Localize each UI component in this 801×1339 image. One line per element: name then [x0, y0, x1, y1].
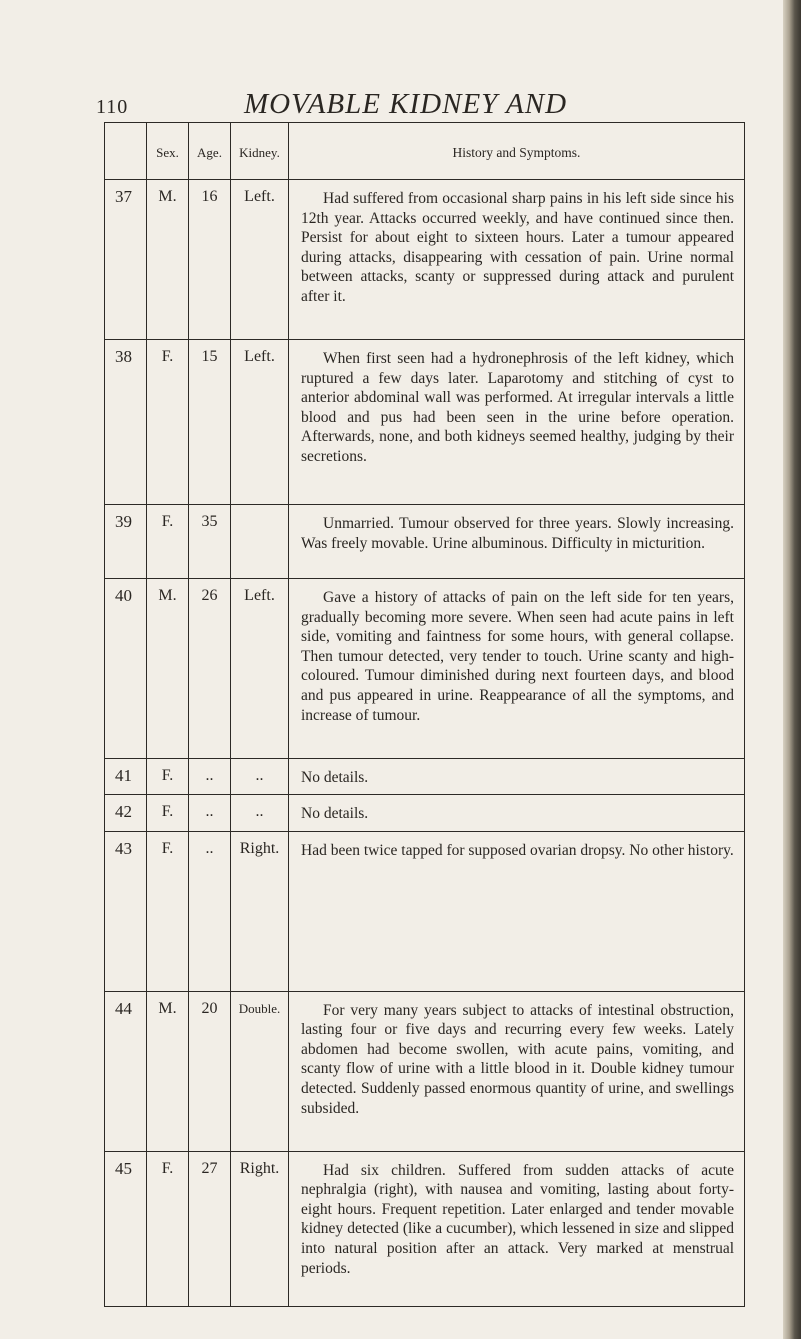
case-number: 45	[105, 1151, 147, 1306]
table-row	[105, 794, 745, 831]
page-edge-shadow	[783, 0, 801, 1339]
table-row	[105, 1151, 745, 1306]
case-history: For very many years subject to attacks of intestinal obstruction, lasting four or five days and recurring every few weeks. Lately abdomen had become swollen, with acute pains, vomiting, and scanty flow of urine with a little blood in it. Double kidney tumour detected. Suddenly passed enormous quantity of urine, and swellings subsided.	[289, 991, 745, 1151]
case-kidney: Double.	[231, 991, 289, 1151]
case-age: ..	[189, 759, 231, 795]
case-age: 15	[189, 340, 231, 505]
header-kidney: Kidney.	[231, 123, 289, 180]
case-sex: F.	[147, 505, 189, 579]
case-sex: F.	[147, 794, 189, 831]
table-row	[105, 831, 745, 991]
table-row	[105, 759, 745, 795]
header-age: Age.	[189, 123, 231, 180]
case-sex: F.	[147, 759, 189, 795]
case-kidney: Left.	[231, 579, 289, 759]
table-row	[105, 340, 745, 505]
case-kidney: ..	[231, 759, 289, 795]
case-number: 44	[105, 991, 147, 1151]
case-age: ..	[189, 831, 231, 991]
case-age: 26	[189, 579, 231, 759]
table-header-row	[105, 123, 745, 180]
case-sex: F.	[147, 831, 189, 991]
case-history: No details.	[289, 794, 745, 831]
case-history: When first seen had a hydronephrosis of the left kidney, which ruptured a few days later. Laparotomy and stitching of cyst to anterior abdominal wall was performed. At irregular intervals a little blood and pus had been seen in the urine before operation. Afterwards, none, and both kidneys seemed healthy, judging by their secretions.	[289, 340, 745, 505]
table-row	[105, 180, 745, 340]
case-number: 41	[105, 759, 147, 795]
case-kidney: Right.	[231, 831, 289, 991]
case-sex: M.	[147, 180, 189, 340]
table-row	[105, 505, 745, 579]
case-kidney	[231, 505, 289, 579]
case-history: Had suffered from occasional sharp pains in his left side since his 12th year. Attacks occurred weekly, and have continued since then. Persist for about eight to sixteen hours. Later a tumour appeared during attacks, disappearing with cessation of pain. Urine normal between attacks, scanty or suppressed during attack and purulent after it.	[289, 180, 745, 340]
case-kidney: Left.	[231, 180, 289, 340]
case-age: 16	[189, 180, 231, 340]
case-age: ..	[189, 794, 231, 831]
case-number: 40	[105, 579, 147, 759]
case-kidney: Left.	[231, 340, 289, 505]
table-row	[105, 579, 745, 759]
case-sex: F.	[147, 1151, 189, 1306]
header-number	[105, 123, 147, 180]
case-number: 43	[105, 831, 147, 991]
header-sex: Sex.	[147, 123, 189, 180]
case-number: 42	[105, 794, 147, 831]
case-history: Gave a history of attacks of pain on the left side for ten years, gradually becoming more severe. When seen had acute pains in left side, vomiting and faintness for some hours, with general collapse. Then tumour detected, very tender to touch. Urine scanty and high-coloured. Tumour diminished during next fourteen days, and blood and pus appeared in urine. Reappearance of all the symptoms, and increase of tumour.	[289, 579, 745, 759]
case-kidney: ..	[231, 794, 289, 831]
case-sex: M.	[147, 579, 189, 759]
case-sex: M.	[147, 991, 189, 1151]
case-kidney: Right.	[231, 1151, 289, 1306]
case-table	[104, 122, 745, 1307]
case-number: 39	[105, 505, 147, 579]
case-number: 38	[105, 340, 147, 505]
case-history: Unmarried. Tumour observed for three years. Slowly increasing. Was freely movable. Urine albuminous. Difficulty in micturition.	[289, 505, 745, 579]
case-age: 27	[189, 1151, 231, 1306]
case-number: 37	[105, 180, 147, 340]
table-row	[105, 991, 745, 1151]
header-history: History and Symptoms.	[289, 123, 745, 180]
case-history: Had been twice tapped for supposed ovarian dropsy. No other history.	[289, 831, 745, 991]
case-history: No details.	[289, 759, 745, 795]
case-sex: F.	[147, 340, 189, 505]
page-number: 110	[96, 96, 129, 118]
case-age: 20	[189, 991, 231, 1151]
case-history: Had six children. Suffered from sudden attacks of acute nephralgia (right), with nausea and vomiting, lasting about forty-eight hours. Frequent repetition. Later enlarged and tender movable kidney detected (like a cucumber), which lessened in size and slipped into natural position after an attack. Very marked at menstrual periods.	[289, 1151, 745, 1306]
case-age: 35	[189, 505, 231, 579]
running-head: MOVABLE KIDNEY AND	[244, 88, 568, 120]
